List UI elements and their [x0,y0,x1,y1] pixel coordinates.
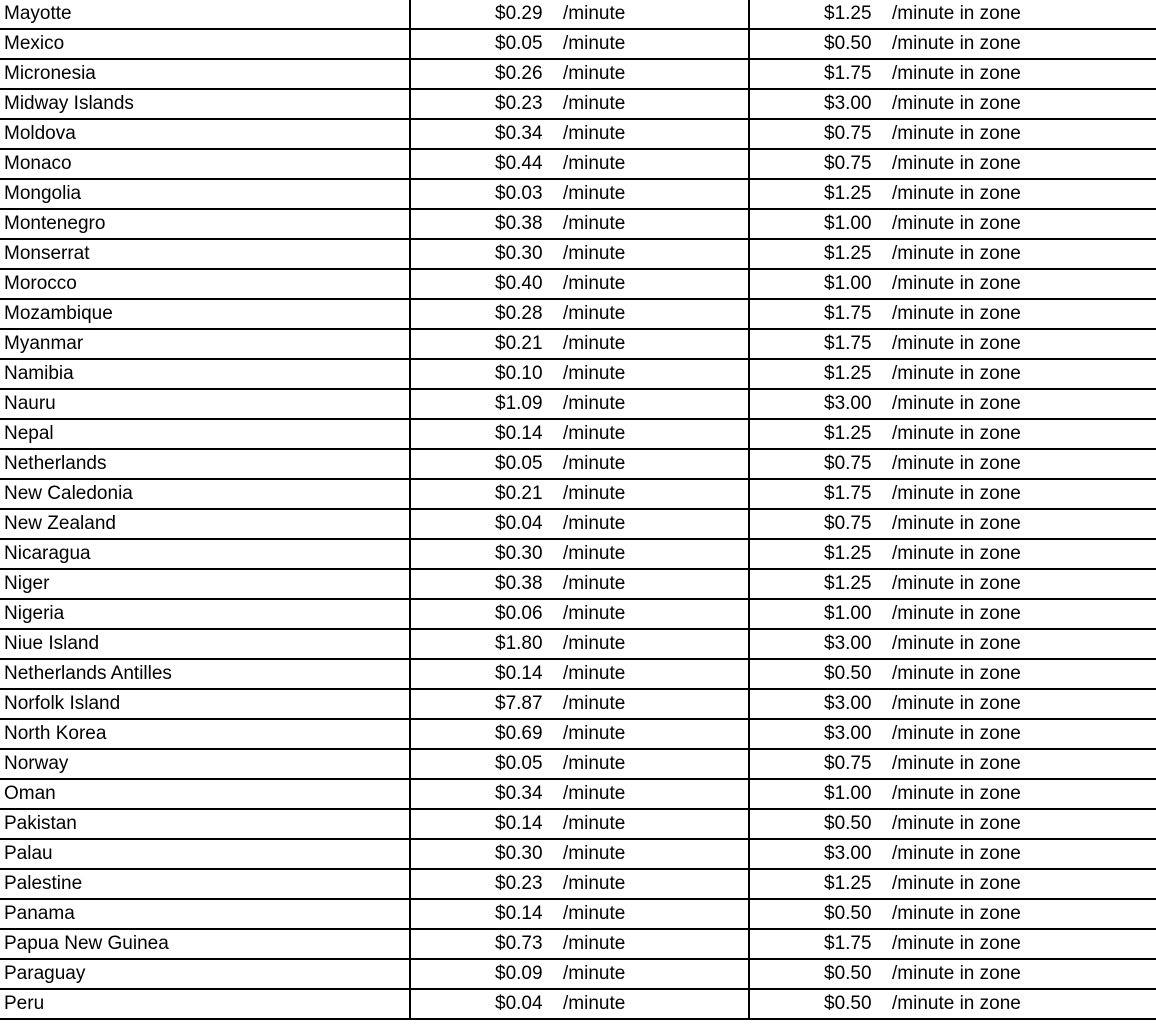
rate-cell [410,299,749,329]
zone-rate-cell [749,659,1156,689]
zone-rate-cell [749,779,1156,809]
country-cell: Netherlands Antilles [0,659,410,689]
zone-rate-unit: /minute in zone [892,423,1021,444]
rate-cell [410,869,749,899]
table-row [0,599,1156,629]
country-cell: Monserrat [0,239,410,269]
rate-unit: /minute [563,843,626,864]
table-row [0,899,1156,929]
rate-unit: /minute [563,453,626,474]
country-cell: New Zealand [0,509,410,539]
table-row [0,239,1156,269]
country-cell: Nicaragua [0,539,410,569]
rate-value: $0.23 [495,873,543,894]
zone-rate-value: $1.00 [824,273,872,294]
rate-unit: /minute [563,213,626,234]
rate-cell [410,449,749,479]
zone-rate-value: $1.75 [824,933,872,954]
table-row [0,629,1156,659]
zone-rate-value: $0.50 [824,813,872,834]
table-row [0,689,1156,719]
zone-rate-cell [749,89,1156,119]
rate-cell [410,179,749,209]
country-cell: Namibia [0,359,410,389]
rate-value: $0.44 [495,153,543,174]
zone-rate-unit: /minute in zone [892,753,1021,774]
rate-unit: /minute [563,963,626,984]
zone-rate-unit: /minute in zone [892,933,1021,954]
rate-cell [410,719,749,749]
rate-unit: /minute [563,813,626,834]
country-cell: Mongolia [0,179,410,209]
zone-rate-value: $1.25 [824,543,872,564]
rate-value: $0.14 [495,813,543,834]
country-cell: Nepal [0,419,410,449]
rate-value: $7.87 [495,693,543,714]
zone-rate-unit: /minute in zone [892,273,1021,294]
rate-unit: /minute [563,273,626,294]
table-row [0,839,1156,869]
table-row [0,389,1156,419]
country-cell: Micronesia [0,59,410,89]
zone-rate-unit: /minute in zone [892,663,1021,684]
rate-unit: /minute [563,363,626,384]
country-cell: Norway [0,749,410,779]
zone-rate-cell [749,389,1156,419]
rate-value: $0.21 [495,333,543,354]
rate-value: $0.40 [495,273,543,294]
rate-unit: /minute [563,573,626,594]
country-cell: Mayotte [0,0,410,29]
rate-cell [410,479,749,509]
rate-cell [410,269,749,299]
country-cell: Niger [0,569,410,599]
zone-rate-value: $0.75 [824,153,872,174]
rate-cell [410,329,749,359]
table-row [0,989,1156,1019]
table-row [0,749,1156,779]
zone-rate-unit: /minute in zone [892,843,1021,864]
table-row [0,419,1156,449]
zone-rate-unit: /minute in zone [892,213,1021,234]
rate-cell [410,809,749,839]
table-row [0,329,1156,359]
table-row [0,89,1156,119]
rate-unit: /minute [563,993,626,1014]
country-cell: Monaco [0,149,410,179]
country-cell: Nauru [0,389,410,419]
table-row [0,299,1156,329]
zone-rate-value: $3.00 [824,723,872,744]
rate-value: $0.30 [495,843,543,864]
zone-rate-cell [749,359,1156,389]
country-cell: Pakistan [0,809,410,839]
country-cell: Morocco [0,269,410,299]
zone-rate-unit: /minute in zone [892,963,1021,984]
zone-rate-cell [749,59,1156,89]
country-cell: Paraguay [0,959,410,989]
country-cell: Niue Island [0,629,410,659]
rate-unit: /minute [563,123,626,144]
zone-rate-cell [749,239,1156,269]
zone-rate-value: $1.25 [824,363,872,384]
table-row [0,809,1156,839]
table-row [0,149,1156,179]
country-cell: Myanmar [0,329,410,359]
rate-value: $1.80 [495,633,543,654]
rate-value: $0.05 [495,33,543,54]
zone-rate-unit: /minute in zone [892,813,1021,834]
rate-unit: /minute [563,543,626,564]
rate-unit: /minute [563,753,626,774]
zone-rate-unit: /minute in zone [892,513,1021,534]
rate-value: $1.09 [495,393,543,414]
rate-value: $0.04 [495,513,543,534]
country-cell: Panama [0,899,410,929]
zone-rate-value: $3.00 [824,693,872,714]
table-row [0,659,1156,689]
table-row [0,869,1156,899]
rate-unit: /minute [563,663,626,684]
zone-rate-value: $3.00 [824,93,872,114]
zone-rate-unit: /minute in zone [892,903,1021,924]
zone-rate-unit: /minute in zone [892,303,1021,324]
rate-unit: /minute [563,423,626,444]
table-row [0,719,1156,749]
zone-rate-value: $0.50 [824,663,872,684]
table-row [0,779,1156,809]
zone-rate-cell [749,539,1156,569]
zone-rate-value: $1.75 [824,63,872,84]
rate-cell [410,209,749,239]
zone-rate-unit: /minute in zone [892,333,1021,354]
rate-cell [410,29,749,59]
zone-rate-cell [749,929,1156,959]
rate-cell [410,59,749,89]
zone-rate-value: $0.75 [824,753,872,774]
country-cell: Norfolk Island [0,689,410,719]
zone-rate-unit: /minute in zone [892,123,1021,144]
table-row [0,539,1156,569]
rate-cell [410,539,749,569]
rate-value: $0.14 [495,903,543,924]
zone-rate-value: $0.50 [824,963,872,984]
rate-unit: /minute [563,183,626,204]
zone-rate-cell [749,899,1156,929]
zone-rate-unit: /minute in zone [892,63,1021,84]
rate-cell [410,629,749,659]
rate-value: $0.03 [495,183,543,204]
zone-rate-value: $3.00 [824,843,872,864]
zone-rate-value: $1.25 [824,3,872,24]
country-cell: North Korea [0,719,410,749]
zone-rate-value: $1.25 [824,573,872,594]
zone-rate-value: $0.50 [824,33,872,54]
zone-rate-value: $1.25 [824,873,872,894]
rate-value: $0.06 [495,603,543,624]
country-cell: Peru [0,989,410,1019]
rate-cell [410,419,749,449]
zone-rate-cell [749,719,1156,749]
table-row [0,479,1156,509]
zone-rate-value: $1.00 [824,603,872,624]
zone-rate-cell [749,299,1156,329]
country-cell: Moldova [0,119,410,149]
rate-cell [410,119,749,149]
zone-rate-value: $3.00 [824,393,872,414]
rate-value: $0.05 [495,753,543,774]
zone-rate-value: $1.00 [824,213,872,234]
rate-cell [410,599,749,629]
rate-unit: /minute [563,93,626,114]
zone-rate-cell [749,149,1156,179]
rate-value: $0.04 [495,993,543,1014]
zone-rate-cell [749,209,1156,239]
zone-rate-cell [749,689,1156,719]
rate-unit: /minute [563,393,626,414]
country-cell: Mozambique [0,299,410,329]
rate-cell [410,779,749,809]
rate-value: $0.14 [495,663,543,684]
table-row [0,59,1156,89]
rate-value: $0.21 [495,483,543,504]
zone-rate-unit: /minute in zone [892,3,1021,24]
zone-rate-cell [749,419,1156,449]
zone-rate-cell [749,179,1156,209]
zone-rate-unit: /minute in zone [892,453,1021,474]
table-row [0,359,1156,389]
country-cell: Montenegro [0,209,410,239]
table-row [0,209,1156,239]
zone-rate-cell [749,749,1156,779]
table-row [0,29,1156,59]
rate-cell [410,149,749,179]
rate-cell [410,839,749,869]
rate-unit: /minute [563,933,626,954]
zone-rate-unit: /minute in zone [892,243,1021,264]
zone-rate-value: $1.25 [824,243,872,264]
zone-rate-value: $0.50 [824,993,872,1014]
zone-rate-value: $1.00 [824,783,872,804]
zone-rate-unit: /minute in zone [892,693,1021,714]
zone-rate-value: $0.50 [824,903,872,924]
country-cell: Netherlands [0,449,410,479]
rate-unit: /minute [563,33,626,54]
table-row [0,179,1156,209]
rate-unit: /minute [563,333,626,354]
country-cell: Mexico [0,29,410,59]
rate-cell [410,689,749,719]
rate-unit: /minute [563,903,626,924]
table-row [0,929,1156,959]
country-cell: Oman [0,779,410,809]
zone-rate-value: $1.75 [824,303,872,324]
table-row [0,449,1156,479]
zone-rate-cell [749,479,1156,509]
zone-rate-value: $1.75 [824,483,872,504]
table-row [0,509,1156,539]
rate-unit: /minute [563,723,626,744]
zone-rate-cell [749,329,1156,359]
rate-unit: /minute [563,693,626,714]
rate-value: $0.23 [495,93,543,114]
zone-rate-unit: /minute in zone [892,363,1021,384]
country-cell: Palau [0,839,410,869]
rate-unit: /minute [563,303,626,324]
zone-rate-unit: /minute in zone [892,603,1021,624]
rate-value: $0.30 [495,243,543,264]
rate-cell [410,929,749,959]
zone-rate-cell [749,269,1156,299]
rate-value: $0.28 [495,303,543,324]
rate-cell [410,569,749,599]
rate-value: $0.26 [495,63,543,84]
rate-cell [410,389,749,419]
rate-cell [410,359,749,389]
zone-rate-unit: /minute in zone [892,573,1021,594]
zone-rate-unit: /minute in zone [892,393,1021,414]
rate-value: $0.10 [495,363,543,384]
zone-rate-unit: /minute in zone [892,153,1021,174]
zone-rate-cell [749,809,1156,839]
rate-cell [410,659,749,689]
rate-unit: /minute [563,873,626,894]
zone-rate-cell [749,569,1156,599]
zone-rate-unit: /minute in zone [892,543,1021,564]
zone-rate-unit: /minute in zone [892,483,1021,504]
rate-value: $0.34 [495,123,543,144]
rate-value: $0.05 [495,453,543,474]
zone-rate-value: $3.00 [824,633,872,654]
zone-rate-unit: /minute in zone [892,33,1021,54]
rate-cell [410,239,749,269]
rate-cell [410,509,749,539]
rate-unit: /minute [563,483,626,504]
zone-rate-unit: /minute in zone [892,633,1021,654]
zone-rate-unit: /minute in zone [892,183,1021,204]
zone-rate-cell [749,989,1156,1019]
rate-unit: /minute [563,153,626,174]
rate-value: $0.38 [495,573,543,594]
zone-rate-cell [749,119,1156,149]
rate-unit: /minute [563,633,626,654]
rate-value: $0.69 [495,723,543,744]
zone-rate-cell [749,839,1156,869]
zone-rate-unit: /minute in zone [892,723,1021,744]
rate-value: $0.09 [495,963,543,984]
table-row [0,959,1156,989]
rate-cell [410,959,749,989]
zone-rate-value: $0.75 [824,513,872,534]
zone-rate-cell [749,0,1156,29]
rate-unit: /minute [563,783,626,804]
rate-cell [410,989,749,1019]
zone-rate-cell [749,509,1156,539]
zone-rate-value: $1.25 [824,423,872,444]
rate-value: $0.29 [495,3,543,24]
rate-value: $0.14 [495,423,543,444]
rate-cell [410,89,749,119]
country-cell: Papua New Guinea [0,929,410,959]
rate-value: $0.38 [495,213,543,234]
table-row [0,0,1156,29]
zone-rate-value: $0.75 [824,453,872,474]
zone-rate-cell [749,869,1156,899]
country-cell: New Caledonia [0,479,410,509]
table-row [0,269,1156,299]
zone-rate-unit: /minute in zone [892,783,1021,804]
zone-rate-cell [749,449,1156,479]
country-cell: Midway Islands [0,89,410,119]
rate-unit: /minute [563,603,626,624]
country-cell: Nigeria [0,599,410,629]
zone-rate-cell [749,629,1156,659]
rate-unit: /minute [563,3,626,24]
table-row [0,569,1156,599]
rate-cell [410,0,749,29]
country-cell: Palestine [0,869,410,899]
zone-rate-cell [749,29,1156,59]
rate-unit: /minute [563,513,626,534]
zone-rate-cell [749,599,1156,629]
zone-rate-unit: /minute in zone [892,993,1021,1014]
table-row [0,119,1156,149]
rate-unit: /minute [563,243,626,264]
zone-rate-value: $0.75 [824,123,872,144]
rate-unit: /minute [563,63,626,84]
rate-cell [410,749,749,779]
rate-cell [410,899,749,929]
zone-rate-value: $1.75 [824,333,872,354]
rate-value: $0.73 [495,933,543,954]
zone-rate-value: $1.25 [824,183,872,204]
zone-rate-unit: /minute in zone [892,873,1021,894]
rate-value: $0.34 [495,783,543,804]
zone-rate-cell [749,959,1156,989]
rate-value: $0.30 [495,543,543,564]
zone-rate-unit: /minute in zone [892,93,1021,114]
